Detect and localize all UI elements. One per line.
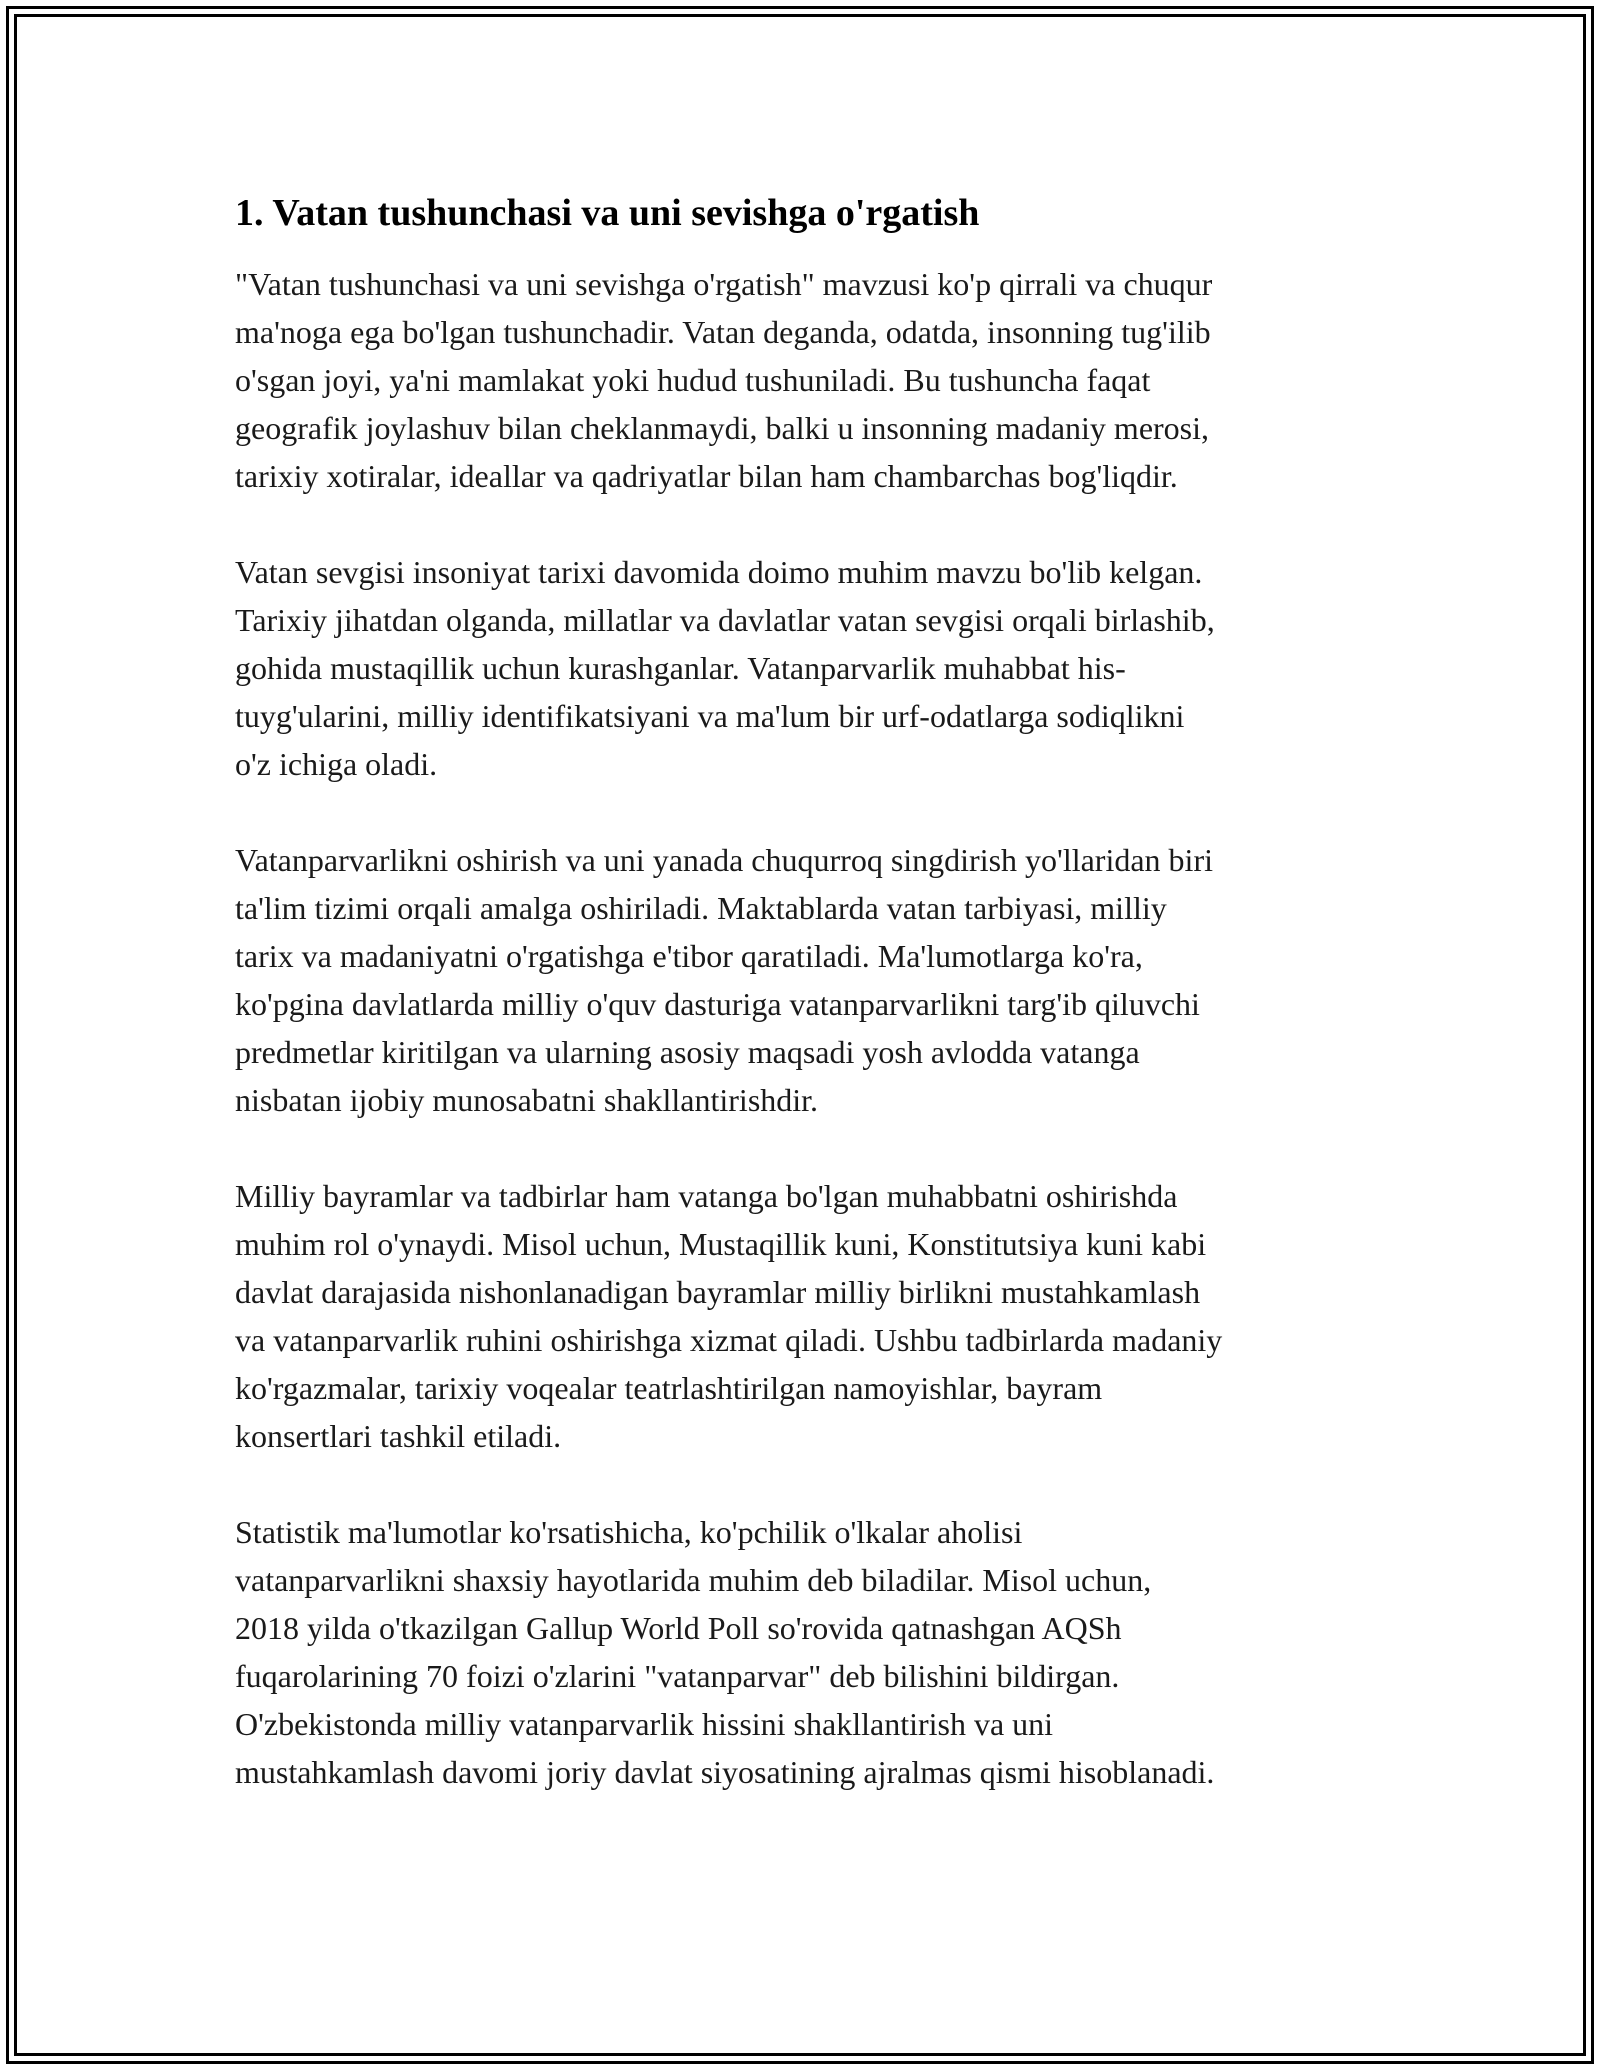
text-line: ko'rgazmalar, tarixiy voqealar teatrlashtirilgan namoyishlar, bayram [235, 1370, 1103, 1406]
text-line: Vatan sevgisi insoniyat tarixi davomida doimo muhim mavzu bo'lib kelgan. [235, 554, 1203, 590]
text-line: o'sgan joyi, ya'ni mamlakat yoki hudud tushuniladi. Bu tushuncha faqat [235, 362, 1151, 398]
text-line: mustahkamlash davomi joriy davlat siyosatining ajralmas qismi hisoblanadi. [235, 1754, 1215, 1790]
text-line: "Vatan tushunchasi va uni sevishga o'rgatish" mavzusi ko'p qirrali va chuqur [235, 266, 1213, 302]
text-line: predmetlar kiritilgan va ularning asosiy maqsadi yosh avlodda vatanga [235, 1034, 1140, 1070]
text-line: Tarixiy jihatdan olganda, millatlar va davlatlar vatan sevgisi orqali birlashib, [235, 602, 1215, 638]
text-line: vatanparvarlikni shaxsiy hayotlarida muhim deb biladilar. Misol uchun, [235, 1562, 1152, 1598]
text-line: O'zbekistonda milliy vatanparvarlik hissini shakllantirish va uni [235, 1706, 1054, 1742]
text-line: va vatanparvarlik ruhini oshirishga xizmat qiladi. Ushbu tadbirlarda madaniy [235, 1322, 1223, 1358]
text-line: 2018 yilda o'tkazilgan Gallup World Poll so'rovida qatnashgan AQSh [235, 1610, 1122, 1646]
text-line: ta'lim tizimi orqali amalga oshiriladi. Maktablarda vatan tarbiyasi, milliy [235, 890, 1167, 926]
paragraph-2 [235, 548, 1375, 788]
text-line: davlat darajasida nishonlanadigan bayramlar milliy birlikni mustahkamlash [235, 1274, 1201, 1310]
document-body [235, 186, 1375, 1844]
text-line: tuyg'ularini, milliy identifikatsiyani va ma'lum bir urf-odatlarga sodiqlikni [235, 698, 1185, 734]
text-line: Vatanparvarlikni oshirish va uni yanada chuqurroq singdirish yo'llaridan biri [235, 842, 1213, 878]
text-line: Statistik ma'lumotlar ko'rsatishicha, ko'pchilik o'lkalar aholisi [235, 1514, 1023, 1550]
text-line: gohida mustaqillik uchun kurashganlar. Vatanparvarlik muhabbat his- [235, 650, 1126, 686]
text-line: ko'pgina davlatlarda milliy o'quv dasturiga vatanparvarlikni targ'ib qiluvchi [235, 986, 1200, 1022]
text-line: Milliy bayramlar va tadbirlar ham vatanga bo'lgan muhabbatni oshirishda [235, 1178, 1178, 1214]
text-line: ma'noga ega bo'lgan tushunchadir. Vatan deganda, odatda, insonning tug'ilib [235, 314, 1211, 350]
text-line: konsertlari tashkil etiladi. [235, 1418, 562, 1454]
text-line: o'z ichiga oladi. [235, 746, 438, 782]
text-line: tarixiy xotiralar, ideallar va qadriyatlar bilan ham chambarchas bog'liqdir. [235, 458, 1178, 494]
text-line: tarix va madaniyatni o'rgatishga e'tibor qaratiladi. Ma'lumotlarga ko'ra, [235, 938, 1143, 974]
text-line: fuqarolarining 70 foizi o'zlarini "vatanparvar" deb bilishini bildirgan. [235, 1658, 1120, 1694]
paragraph-4 [235, 1172, 1375, 1460]
page-title: 1. Vatan tushunchasi va uni sevishga o'rgatish [235, 192, 980, 234]
paragraph-5 [235, 1508, 1375, 1796]
text-line: nisbatan ijobiy munosabatni shakllantirishdir. [235, 1082, 819, 1118]
text-line: geografik joylashuv bilan cheklanmaydi, balki u insonning madaniy merosi, [235, 410, 1210, 446]
text-line: muhim rol o'ynaydi. Misol uchun, Mustaqillik kuni, Konstitutsiya kuni kabi [235, 1226, 1207, 1262]
paragraph-3 [235, 836, 1375, 1124]
paragraph-1 [235, 260, 1375, 500]
